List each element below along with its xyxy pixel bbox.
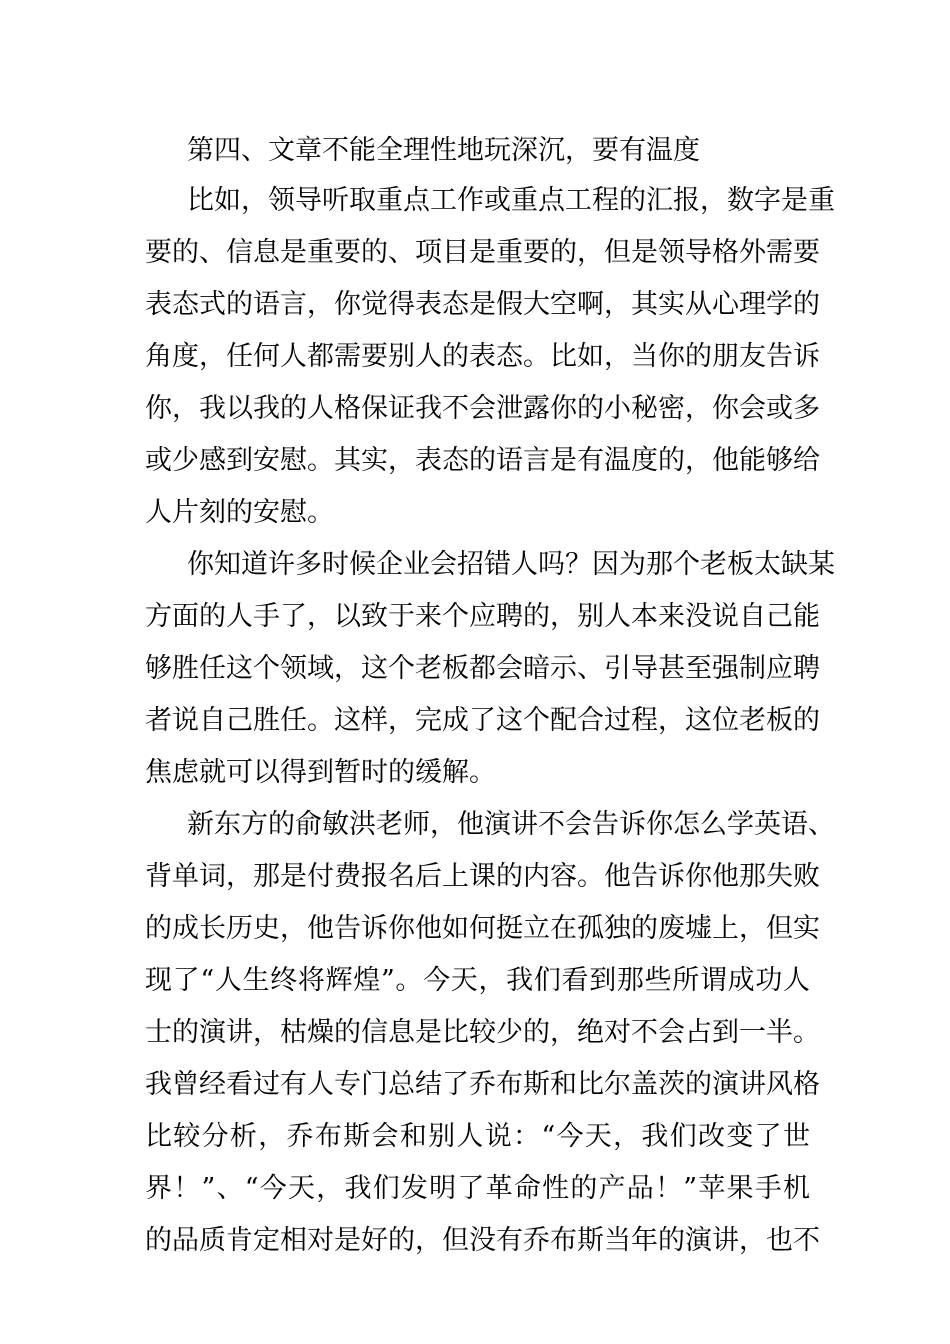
paragraph-line: 你，我以我的人格保证我不会泄露你的小秘密，你会或多 <box>145 393 820 424</box>
paragraph-line: 的品质肯定相对是好的，但没有乔布斯当年的演讲，也不 <box>145 1225 820 1256</box>
paragraph-line: 背单词，那是付费报名后上课的内容。他告诉你他那失败 <box>145 861 820 892</box>
paragraph-line: 方面的人手了，以致于来个应聘的，别人本来没说自己能 <box>145 601 820 632</box>
paragraph-line: 新东方的俞敏洪老师，他演讲不会告诉你怎么学英语、 <box>187 809 835 840</box>
paragraph-line: 界！”、“今天，我们发明了革命性的产品！”苹果手机 <box>145 1173 810 1204</box>
section-heading: 第四、文章不能全理性地玩深沉，要有温度 <box>187 135 700 166</box>
paragraph-line: 或少感到安慰。其实，表态的语言是有温度的，他能够给 <box>145 445 820 476</box>
paragraph-line: 人片刻的安慰。 <box>145 497 334 528</box>
paragraph-line: 你知道许多时候企业会招错人吗？因为那个老板太缺某 <box>187 549 835 580</box>
paragraph-line: 焦虑就可以得到暂时的缓解。 <box>145 757 496 788</box>
paragraph-line: 现了“人生终将辉煌”。今天，我们看到那些所谓成功人 <box>145 965 810 996</box>
paragraph-line: 表态式的语言，你觉得表态是假大空啊，其实从心理学的 <box>145 289 820 320</box>
paragraph-line: 者说自己胜任。这样，完成了这个配合过程，这位老板的 <box>145 705 820 736</box>
paragraph-line: 士的演讲，枯燥的信息是比较少的，绝对不会占到一半。 <box>145 1017 820 1048</box>
paragraph-line: 我曾经看过有人专门总结了乔布斯和比尔盖茨的演讲风格 <box>145 1069 820 1100</box>
paragraph-line: 比如，领导听取重点工作或重点工程的汇报，数字是重 <box>187 185 835 216</box>
paragraph-line: 要的、信息是重要的、项目是重要的，但是领导格外需要 <box>145 237 820 268</box>
paragraph-line: 的成长历史，他告诉你他如何挺立在孤独的废墟上，但实 <box>145 913 820 944</box>
paragraph-line: 比较分析，乔布斯会和别人说：“今天，我们改变了世 <box>145 1121 810 1152</box>
paragraph-line: 够胜任这个领域，这个老板都会暗示、引导甚至强制应聘 <box>145 653 820 684</box>
paragraph-line: 角度，任何人都需要别人的表态。比如，当你的朋友告诉 <box>145 341 820 372</box>
